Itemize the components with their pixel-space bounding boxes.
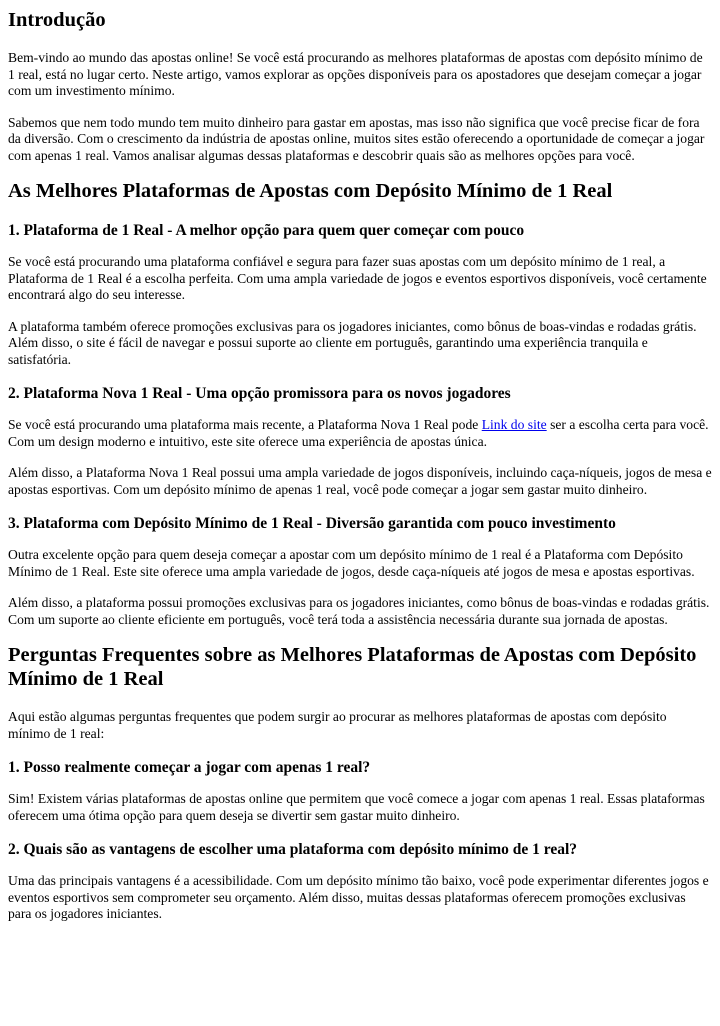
faq-heading: Perguntas Frequentes sobre as Melhores Plataformas de Apostas com Depósito Mínimo de 1 Real — [8, 644, 697, 690]
intro-paragraph-1: Bem-vindo ao mundo das apostas online! Se você está procurando as melhores plataformas de apostas com depósito mínimo de 1 real, está no lugar certo. Neste artigo, vamos explorar as opções disponíveis para os apostadores que desejam começar a jogar com um investimento mínimo. — [8, 50, 703, 98]
platform-1-paragraph-2: A plataforma também oferece promoções exclusivas para os jogadores iniciantes, como bônus de boas-vindas e rodadas grátis. Além disso, o site é fácil de navegar e possui suporte ao cliente em português, garantindo uma experiência tranquila e satisfatória. — [8, 318, 697, 367]
faq-answer-2: Uma das principais vantagens é a acessibilidade. Com um depósito mínimo tão baixo, você pode experimentar diferentes jogos e eventos esportivos sem comprometer seu orçamento. Além disso, muitas dessas plataformas oferecem promoções exclusivas para os jogadores iniciantes. — [8, 873, 709, 921]
platform-2-text-after-link: ser a escolha certa para você. Com um design moderno e intuitivo, este site oferece uma experiência de apostas única. — [8, 417, 709, 449]
platform-3-heading: 3. Plataforma com Depósito Mínimo de 1 Real - Diversão garantida com pouco investimento — [8, 515, 616, 532]
platform-3-paragraph-1: Outra excelente opção para quem deseja começar a apostar com um depósito mínimo de 1 real é a Plataforma com Depósito Mínimo de 1 Real. Este site oferece uma ampla variedade de jogos, desde caça-níqueis até jogos de mesa e apostas esportivas. — [8, 547, 695, 579]
faq-question-1: 1. Posso realmente começar a jogar com apenas 1 real? — [8, 759, 371, 776]
article — [0, 8, 720, 923]
intro-paragraph-2: Sabemos que nem todo mundo tem muito dinheiro para gastar em apostas, mas isso não significa que você precise ficar de fora da diversão. Com o crescimento da indústria de apostas online, muitos sites estão oferecendo a oportunidade de começar a jogar com apenas 1 real. Vamos analisar algumas dessas plataformas e descobrir quais são as melhores opções para você. — [8, 114, 705, 163]
faq-intro: Aqui estão algumas perguntas frequentes que podem surgir ao procurar as melhores plataformas de apostas com depósito mínimo de 1 real: — [8, 709, 667, 741]
site-link[interactable]: Link do site — [481, 417, 547, 432]
platform-3-paragraph-2: Além disso, a plataforma possui promoções exclusivas para os jogadores iniciantes, como bônus de boas-vindas e rodadas grátis. Com um suporte ao cliente eficiente em português, você terá toda a assistência necessária durante sua jornada de apostas. — [8, 595, 710, 627]
platform-2-paragraph-2: Além disso, a Plataforma Nova 1 Real possui uma ampla variedade de jogos disponíveis, incluindo caça-níqueis, jogos de mesa e apostas esportivas. Com um depósito mínimo de apenas 1 real, você pode começar a jogar sem gastar muito dinheiro. — [8, 465, 712, 497]
platforms-heading: As Melhores Plataformas de Apostas com Depósito Mínimo de 1 Real — [8, 180, 613, 202]
intro-heading: Introdução — [8, 9, 106, 31]
faq-question-2: 2. Quais são as vantagens de escolher uma plataforma com depósito mínimo de 1 real? — [8, 841, 578, 858]
platform-2-heading: 2. Plataforma Nova 1 Real - Uma opção promissora para os novos jogadores — [8, 385, 511, 402]
faq-answer-1: Sim! Existem várias plataformas de apostas online que permitem que você comece a jogar com apenas 1 real. Essas plataformas oferecem uma ótima opção para quem deseja se divertir sem gastar muito dinheiro. — [8, 791, 705, 823]
platform-1-paragraph-1: Se você está procurando uma plataforma confiável e segura para fazer suas apostas com um depósito mínimo de 1 real, a Plataforma de 1 Real é a escolha perfeita. Com uma ampla variedade de jogos e eventos esportivos disponíveis, você certamente encontrará algo do seu interesse. — [8, 254, 707, 302]
platform-2-text-before-link: Se você está procurando uma plataforma mais recente, a Plataforma Nova 1 Real pode — [8, 417, 482, 432]
platform-2-paragraph-1 — [8, 417, 712, 450]
platform-1-heading: 1. Plataforma de 1 Real - A melhor opção para quem quer começar com pouco — [8, 222, 525, 239]
